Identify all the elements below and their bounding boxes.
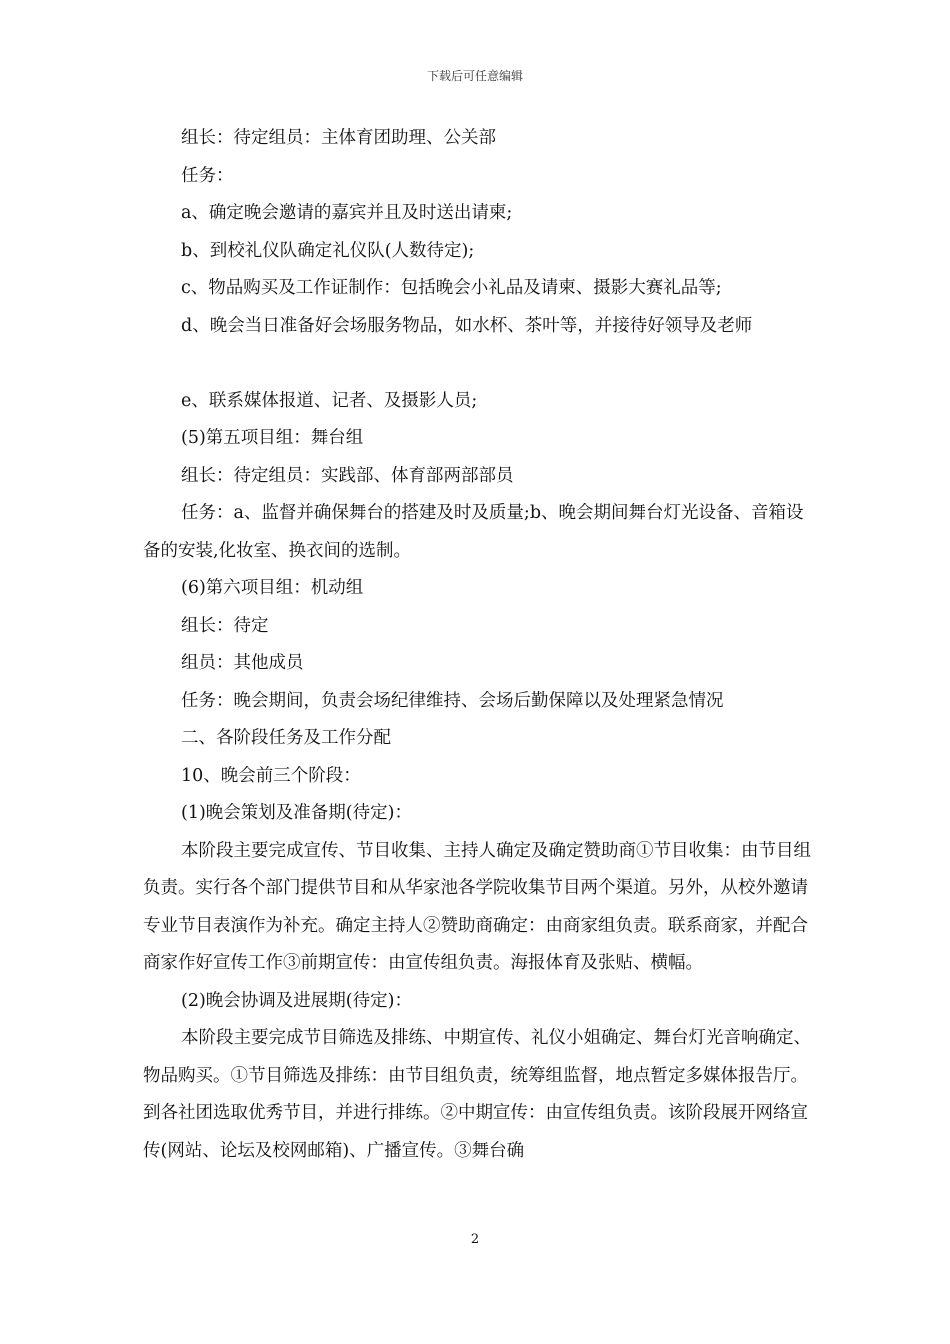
paragraph: 组长：待定组员：主体育团助理、公关部 <box>181 128 496 148</box>
blank-line <box>143 345 813 383</box>
document-body <box>143 120 813 1170</box>
paragraph: b、到校礼仪队确定礼仪队(人数待定); <box>181 240 475 261</box>
paragraph: c、物品购买及工作证制作：包括晚会小礼品及请柬、摄影大赛礼品等; <box>181 278 722 298</box>
paragraph: (5)第五项目组：舞台组 <box>181 428 364 448</box>
paragraph: 组长：待定 <box>181 615 269 636</box>
subsection-heading: (1)晚会策划及准备期(待定)： <box>181 803 412 823</box>
page-number: 2 <box>470 1232 480 1247</box>
paragraph: 任务：晚会期间，负责会场纪律维持、会场后勤保障以及处理紧急情况 <box>181 690 724 711</box>
paragraph: 本阶段主要完成宣传、节目收集、主持人确定及确定赞助商①节目收集：由节目组负责。实行各个部门提供节目和从华家池各学院收集节目两个渠道。另外，从校外邀请专业节目表演作为补充。确定主持人②赞助商确定：由商家组负责。联系商家，并配合商家作好宣传工作③前期宣传：由宣传组负责。海报体育及张贴、横幅。 <box>143 840 811 973</box>
paragraph: 任务： <box>181 165 234 186</box>
paragraph: 10、晚会前三个阶段： <box>181 765 361 786</box>
paragraph: 组员：其他成员 <box>181 653 304 673</box>
section-heading: 二、各阶段任务及工作分配 <box>181 728 391 748</box>
paragraph: 任务：a、监督并确保舞台的搭建及时及质量;b、晚会期间舞台灯光设备、音箱设备的安装,化妆室、换衣间的选制。 <box>143 503 804 561</box>
page-header-note: 下载后可任意编辑 <box>426 69 523 83</box>
subsection-heading: (2)晚会协调及进展期(待定)： <box>181 990 412 1011</box>
paragraph: d、晚会当日准备好会场服务物品，如水杯、茶叶等，并接待好领导及老师 <box>181 315 753 336</box>
paragraph: 组长：待定组员：实践部、体育部两部部员 <box>181 465 514 486</box>
paragraph: a、确定晚会邀请的嘉宾并且及时送出请柬; <box>181 203 513 223</box>
paragraph: 本阶段主要完成节目筛选及排练、中期宣传、礼仪小姐确定、舞台灯光音响确定、物品购买。①节目筛选及排练：由节目组负责，统筹组监督，地点暂定多媒体报告厅。到各社团选取优秀节目，并进行排练。②中期宣传：由宣传组负责。该阶段展开网络宣传(网站、论坛及校网邮箱)、广播宣传。③舞台确 <box>143 1028 811 1161</box>
paragraph: e、联系媒体报道、记者、及摄影人员; <box>181 390 478 411</box>
paragraph: (6)第六项目组：机动组 <box>181 578 364 598</box>
